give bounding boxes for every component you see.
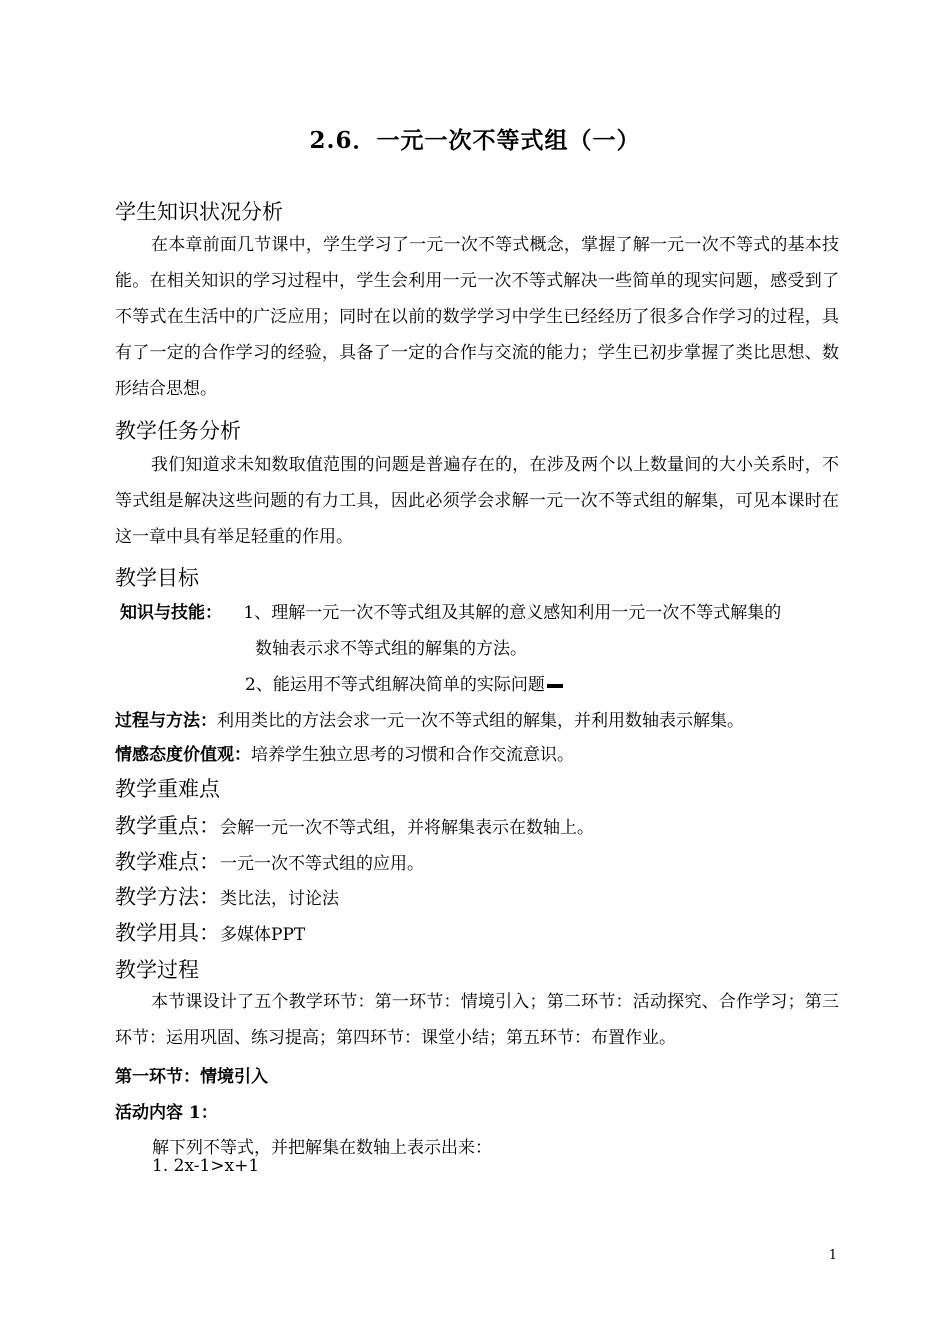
- goal-emotion-label: 情感态度价值观：: [115, 745, 251, 765]
- difficulty-text: 一元一次不等式组的应用。: [220, 854, 424, 874]
- task-analysis-paragraph: 我们知道求未知数取值范围的问题是普遍存在的，在涉及两个以上数量间的大小关系时，不等式组是解决这些问题的有力工具，因此必须学会求解一元一次不等式组的解集，可见本课时在这一章中具有举足轻重的作用。: [115, 455, 839, 547]
- section-heading-key-points: 教学重难点: [115, 777, 220, 801]
- goal-knowledge-row: [120, 598, 781, 623]
- key-point-label: 教学重点：: [115, 814, 220, 838]
- section-heading-process: 教学过程: [115, 958, 199, 982]
- method-row: [115, 881, 339, 911]
- method-label: 教学方法：: [115, 885, 220, 909]
- activity-text: 解下列不等式，并把解集在数轴上表示出来：: [152, 1138, 492, 1158]
- section-heading-goals: 教学目标: [115, 566, 199, 590]
- section-heading-task-analysis: 教学任务分析: [115, 419, 241, 443]
- goal-knowledge-item-1b: 数轴表示求不等式组的解集的方法。: [255, 639, 527, 659]
- goal-emotion-text: 培养学生独立思考的习惯和合作交流意识。: [251, 745, 574, 765]
- tools-label: 教学用具：: [115, 921, 220, 945]
- student-analysis-paragraph: 在本章前面几节课中，学生学习了一元一次不等式概念，掌握了解一元一次不等式的基本技能。在相关知识的学习过程中，学生会利用一元一次不等式解决一些简单的现实问题，感受到了不等式在生活中的广泛应用；同时在以前的数学学习中学生已经经历了很多合作学习的过程，具有了一定的合作学习的经验，具备了一定的合作与交流的能力；学生已初步掌握了类比思想、数形结合思想。: [115, 235, 839, 399]
- exercise-1: 1. 2x-1>x+1: [152, 1156, 260, 1176]
- goal-process-row: [115, 706, 744, 731]
- process-paragraph: 本节课设计了五个教学环节：第一环节：情境引入；第二环节：活动探究、合作学习；第三环节：运用巩固、练习提高；第四环节：课堂小结；第五环节：布置作业。: [115, 992, 839, 1048]
- key-point-text: 会解一元一次不等式组，并将解集表示在数轴上。: [220, 818, 594, 838]
- stage1-heading: 第一环节：情境引入: [115, 1067, 268, 1087]
- method-text: 类比法，讨论法: [220, 889, 339, 909]
- difficulty-label: 教学难点：: [115, 850, 220, 874]
- section-heading-student-analysis: 学生知识状况分析: [115, 200, 283, 224]
- activity-heading: 活动内容 1：: [115, 1103, 218, 1123]
- key-point-row: [115, 810, 594, 840]
- goal-process-text: 利用类比的方法会求一元一次不等式组的解集，并利用数轴表示解集。: [217, 711, 744, 731]
- tools-row: [115, 917, 305, 947]
- goal-emotion-row: [115, 740, 574, 765]
- difficulty-row: [115, 846, 424, 876]
- tools-text: 多媒体PPT: [220, 925, 306, 945]
- goal-knowledge-item-2: 2、能运用不等式组解决简单的实际问题: [245, 675, 545, 695]
- goal-knowledge-item-2-row: [245, 670, 563, 695]
- page-title: 2.6．一元一次不等式组（一）: [309, 127, 641, 154]
- goal-knowledge-item-1a: 1、理解一元一次不等式组及其解的意义感知利用一元一次不等式解集的: [243, 603, 782, 623]
- goal-knowledge-label: 知识与技能：: [120, 603, 222, 623]
- format-mark-icon: [547, 684, 563, 688]
- page-number: 1: [828, 1248, 837, 1263]
- goal-process-label: 过程与方法：: [115, 711, 217, 731]
